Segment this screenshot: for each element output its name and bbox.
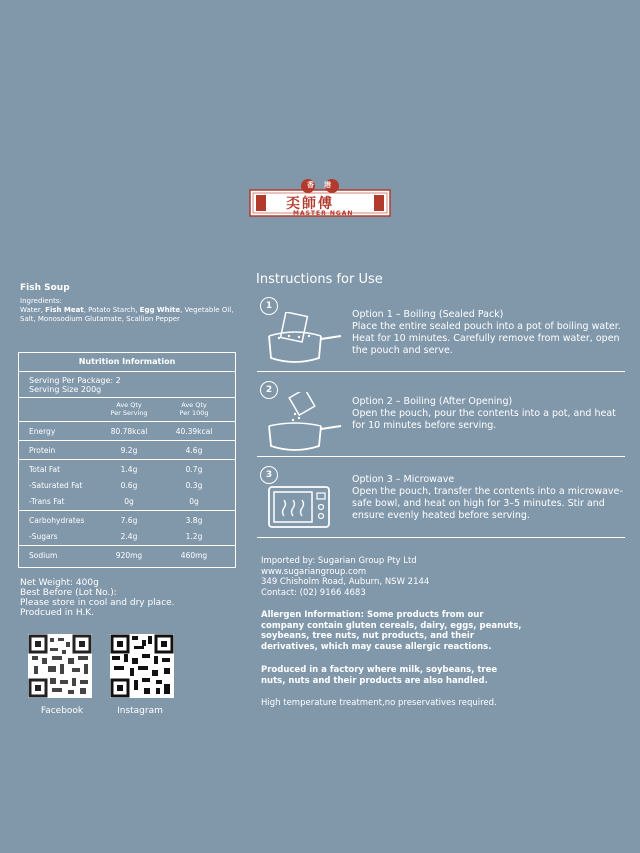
row-label: Total Fat [29,465,61,474]
step-1-number: 1 [260,297,278,315]
boiling-pot-icon [265,312,345,368]
step-3-body: Open the pouch, transfer the contents into a microwave-safe bowl, and heat on high for 3–5 minutes. Stir and ensure evenly heated before serving. [352,486,623,521]
product-info [20,578,175,618]
factory-info: Produced in a factory where milk, soybeans, tree nuts, nuts and their products are also handled. [261,665,498,686]
step-2-number: 2 [260,381,278,399]
row-per-100g: 0.7g [185,465,203,474]
ingredient-bold: Egg White [139,306,181,314]
row-per-serving: 9.2g [120,446,138,455]
brand-name: 奀師傅 [286,196,334,212]
instagram-qr-code[interactable] [110,634,174,698]
row-per-100g: 40.39kcal [175,427,213,436]
ingredient-part: Water, [20,306,46,314]
nutrition-title: Nutrition Information [19,353,235,372]
step-3-title: Option 3 – Microwave [352,474,455,485]
importer-info [261,556,561,598]
allergen-info: Allergen Information: Some products from our company contain gluten cereals, dairy, eggs, peanuts, soybeans, tree nuts, nut products, and their derivatives, which may cause allergic reactions. [261,610,522,652]
step-2-body: Open the pouch, pour the contents into a pot, and heat for 10 minutes before serving. [352,408,616,431]
divider [19,545,235,546]
ingredient-bold: Fish Meat [45,306,84,314]
step-1-title: Option 1 – Boiling (Sealed Pack) [352,309,504,320]
col-per-serving-l1: Ave Qty [116,401,142,409]
treatment-info: High temperature treatment,no preservatives required. [261,698,497,708]
divider [19,459,235,460]
storage-note: Please store in cool and dry place. [20,598,175,608]
divider [257,456,625,457]
row-label: Sodium [29,551,58,560]
step-2-text [352,396,624,432]
step-2-title: Option 2 – Boiling (After Opening) [352,396,513,407]
step-3-number: 3 [260,466,278,484]
step-1-body: Place the entire sealed pouch into a pot of boiling water. Heat for 10 minutes. Carefully remove from water, open the pouch and serve. [352,321,621,356]
ingredient-part: , Vegetable Oil, Salt, Monosodium Glutamate, Scallion Pepper [20,306,234,323]
facebook-qr-code[interactable] [28,634,92,698]
facebook-link[interactable]: Facebook [40,706,84,716]
importer-address: 349 Chisholm Road, Auburn, NSW 2144 [261,577,430,587]
servings-per-package: Serving Per Package: 2 [29,376,121,385]
row-per-serving: 1.4g [120,465,138,474]
brand-top-text: 香港 [307,181,341,189]
net-weight: Net Weight: 400g [20,578,99,588]
row-label: Carbohydrates [29,516,85,525]
product-title: Fish Soup [20,283,70,293]
col-per-serving [99,401,159,417]
divider [19,510,235,511]
row-per-serving: 2.4g [120,532,138,541]
row-per-serving: 920mg [115,551,143,560]
row-per-100g: 460mg [180,551,208,560]
divider [257,537,625,538]
microwave-icon [268,486,330,534]
importer-website: www.sugariangroup.com [261,566,367,577]
col-per-100g [164,401,224,417]
instagram-link[interactable]: Instagram [117,706,163,716]
row-per-serving: 7.6g [120,516,138,525]
brand-subname: MASTER NGAN [293,210,354,217]
row-label: -Sugars [29,532,58,541]
row-label: -Saturated Fat [29,481,83,490]
row-per-serving: 0.6g [120,481,138,490]
row-label: Protein [29,446,56,455]
row-label: Energy [29,427,56,436]
row-per-serving: 0g [124,497,134,506]
divider [19,440,235,441]
nutrition-table [18,352,236,568]
row-per-serving: 80.78kcal [110,427,148,436]
importer-contact: Contact: (02) 9166 4683 [261,587,366,598]
row-per-100g: 0.3g [185,481,203,490]
row-per-100g: 1.2g [185,532,203,541]
importer-name: Imported by: Sugarian Group Pty Ltd [261,556,417,566]
row-per-100g: 4.6g [185,446,203,455]
step-3-text [352,474,624,522]
col-per-100g-l1: Ave Qty [181,401,207,409]
col-per-100g-l2: Per 100g [179,409,209,417]
row-label: -Trans Fat [29,497,65,506]
ingredient-part: , Potato Starch, [83,306,140,314]
serving-size: Serving Size 200g [29,385,102,394]
row-per-100g: 0g [189,497,199,506]
instructions-title: Instructions for Use [256,272,383,287]
step-1-text [352,309,624,357]
ingredients-text [20,306,245,324]
ingredients-heading: Ingredients: [20,297,62,305]
divider [19,397,235,398]
row-per-100g: 3.8g [185,516,203,525]
col-per-serving-l2: Per Serving [110,409,148,417]
produced-in: Prodcued in H.K. [20,608,95,618]
pouring-pot-icon [265,392,345,456]
divider [257,371,625,372]
divider [19,421,235,422]
best-before: Best Before (Lot No.): [20,588,117,598]
